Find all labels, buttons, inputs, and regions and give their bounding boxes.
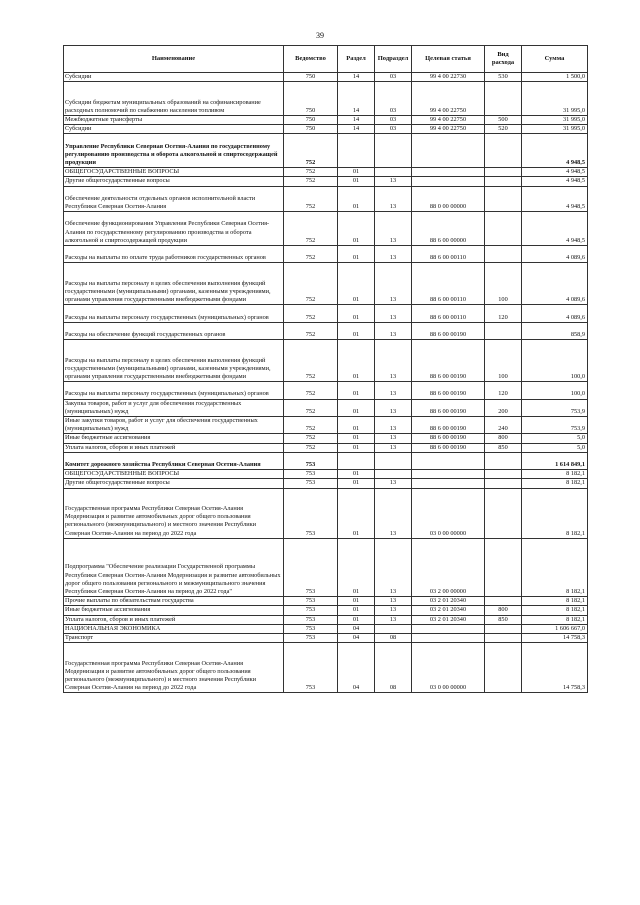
table-row [64, 470, 588, 479]
row-summa: 100,0 [522, 382, 588, 399]
row-name: Подпрограмма "Обеспечение реализации Государственной программы Республики Северная Осетия-Алания Модернизация и развитие автомобильных дорог общего пользования регионального и межмуниципального значения Республики Северная Осетия-Алания на период до 2022 года" [64, 538, 284, 596]
row-razdel: 01 [338, 305, 375, 322]
row-vid: 800 [485, 434, 522, 443]
row-summa: 8 182,1 [522, 470, 588, 479]
row-celevaya: 88 6 00 00110 [412, 263, 485, 305]
table-row [64, 82, 588, 116]
row-summa: 14 758,3 [522, 633, 588, 642]
row-celevaya: 03 0 00 00000 [412, 643, 485, 693]
table-row [64, 624, 588, 633]
row-vid [485, 624, 522, 633]
row-summa: 1 614 849,1 [522, 452, 588, 469]
row-ved: 752 [284, 177, 338, 186]
row-summa: 5,0 [522, 443, 588, 452]
row-podrazdel: 03 [375, 73, 412, 82]
row-summa: 4 089,6 [522, 246, 588, 263]
row-celevaya: 03 2 00 00000 [412, 538, 485, 596]
row-ved: 753 [284, 624, 338, 633]
row-razdel: 01 [338, 434, 375, 443]
row-name: Иные бюджетные ассигнования [64, 606, 284, 615]
row-razdel: 14 [338, 125, 375, 134]
row-vid: 500 [485, 116, 522, 125]
header-vid: Вид расхода [485, 46, 522, 73]
table-row [64, 305, 588, 322]
row-celevaya: 03 2 01 20340 [412, 606, 485, 615]
row-celevaya [412, 479, 485, 488]
row-ved: 750 [284, 116, 338, 125]
row-vid [485, 538, 522, 596]
row-razdel: 01 [338, 538, 375, 596]
row-name: Обеспечение функционирования Управления Республики Северная Осетия-Алания по государственному регулированию производства и оборота алкогольной и спиртосодержащей продукции [64, 212, 284, 246]
table-row [64, 538, 588, 596]
row-celevaya [412, 624, 485, 633]
row-razdel: 01 [338, 470, 375, 479]
row-razdel: 01 [338, 212, 375, 246]
row-razdel: 01 [338, 322, 375, 339]
header-razdel: Раздел [338, 46, 375, 73]
row-ved: 753 [284, 470, 338, 479]
row-vid: 120 [485, 382, 522, 399]
table-row [64, 322, 588, 339]
row-summa: 4 089,6 [522, 305, 588, 322]
row-celevaya: 88 6 00 00190 [412, 399, 485, 416]
row-celevaya: 99 4 00 22750 [412, 125, 485, 134]
row-name: Субсидии [64, 125, 284, 134]
row-podrazdel: 13 [375, 488, 412, 538]
row-ved: 752 [284, 212, 338, 246]
table-row [64, 633, 588, 642]
row-summa: 100,0 [522, 340, 588, 382]
row-razdel: 01 [338, 186, 375, 212]
table-row [64, 212, 588, 246]
row-celevaya [412, 452, 485, 469]
row-vid: 850 [485, 615, 522, 624]
table-row [64, 434, 588, 443]
table-row [64, 340, 588, 382]
row-celevaya: 99 4 00 22750 [412, 116, 485, 125]
row-summa: 1 500,0 [522, 73, 588, 82]
row-vid: 100 [485, 263, 522, 305]
row-name: ОБЩЕГОСУДАРСТВЕННЫЕ ВОПРОСЫ [64, 168, 284, 177]
row-vid [485, 452, 522, 469]
row-ved: 750 [284, 73, 338, 82]
row-vid: 120 [485, 305, 522, 322]
row-vid [485, 322, 522, 339]
row-podrazdel: 13 [375, 322, 412, 339]
table-row [64, 116, 588, 125]
row-razdel [338, 134, 375, 168]
row-summa: 4 948,5 [522, 134, 588, 168]
row-ved: 752 [284, 322, 338, 339]
row-vid [485, 643, 522, 693]
row-celevaya: 03 2 01 20340 [412, 615, 485, 624]
row-razdel: 01 [338, 177, 375, 186]
header-celevaya: Целевая статья [412, 46, 485, 73]
row-name: Прочие выплаты по обязательствам государства [64, 597, 284, 606]
row-celevaya: 88 6 00 00190 [412, 434, 485, 443]
row-summa: 31 995,0 [522, 125, 588, 134]
row-summa: 1 606 667,0 [522, 624, 588, 633]
header-ved: Ведомство [284, 46, 338, 73]
row-celevaya: 99 4 00 22730 [412, 73, 485, 82]
row-name: Уплата налогов, сборов и иных платежей [64, 615, 284, 624]
row-podrazdel: 13 [375, 538, 412, 596]
row-razdel: 04 [338, 633, 375, 642]
table-row [64, 125, 588, 134]
row-razdel: 14 [338, 82, 375, 116]
table-row [64, 606, 588, 615]
row-podrazdel: 03 [375, 82, 412, 116]
row-name: Комитет дорожного хозяйства Республики Северная Осетия-Алания [64, 452, 284, 469]
row-razdel: 14 [338, 116, 375, 125]
row-vid [485, 168, 522, 177]
table-row [64, 597, 588, 606]
header-podrazdel: Подраздел [375, 46, 412, 73]
row-ved: 750 [284, 125, 338, 134]
table-row [64, 615, 588, 624]
row-name: Расходы на обеспечение функций государственных органов [64, 322, 284, 339]
row-razdel: 01 [338, 488, 375, 538]
row-razdel: 01 [338, 340, 375, 382]
row-ved: 752 [284, 443, 338, 452]
row-celevaya: 88 6 00 00190 [412, 322, 485, 339]
row-podrazdel [375, 624, 412, 633]
row-summa: 8 182,1 [522, 538, 588, 596]
row-name: Расходы на выплаты персоналу в целях обеспечения выполнения функций государственными (муниципальными) органами, казенными учреждениями, органами управления государственными внебюджетными фондами [64, 340, 284, 382]
page-number: 39 [316, 31, 324, 40]
table-row [64, 488, 588, 538]
row-celevaya: 88 6 00 00190 [412, 340, 485, 382]
row-podrazdel: 03 [375, 116, 412, 125]
row-razdel [338, 452, 375, 469]
row-ved: 753 [284, 597, 338, 606]
row-celevaya [412, 470, 485, 479]
row-ved: 752 [284, 340, 338, 382]
row-summa: 4 089,6 [522, 263, 588, 305]
row-podrazdel: 13 [375, 434, 412, 443]
row-ved: 753 [284, 633, 338, 642]
row-razdel: 14 [338, 73, 375, 82]
row-podrazdel: 03 [375, 125, 412, 134]
row-summa: 14 758,3 [522, 643, 588, 693]
row-ved: 750 [284, 82, 338, 116]
row-podrazdel: 13 [375, 443, 412, 452]
row-summa: 8 182,1 [522, 488, 588, 538]
row-podrazdel: 13 [375, 212, 412, 246]
row-razdel: 01 [338, 443, 375, 452]
row-razdel: 01 [338, 615, 375, 624]
row-name: Расходы на выплаты персоналу в целях обеспечения выполнения функций государственными (муниципальными) органами, казенными учреждениями, органами управления государственными внебюджетными фондами [64, 263, 284, 305]
table-row [64, 263, 588, 305]
row-podrazdel: 08 [375, 633, 412, 642]
row-summa: 31 995,0 [522, 116, 588, 125]
row-vid [485, 246, 522, 263]
row-podrazdel: 13 [375, 615, 412, 624]
row-ved: 753 [284, 452, 338, 469]
row-summa: 858,9 [522, 322, 588, 339]
row-summa: 8 182,1 [522, 606, 588, 615]
row-ved: 752 [284, 263, 338, 305]
row-name: Обеспечение деятельности отдельных органов исполнительной власти Республики Северная Осетия-Алания [64, 186, 284, 212]
row-ved: 753 [284, 643, 338, 693]
row-ved: 752 [284, 246, 338, 263]
row-name: Другие общегосударственные вопросы [64, 479, 284, 488]
row-name: Уплата налогов, сборов и иных платежей [64, 443, 284, 452]
row-podrazdel: 08 [375, 643, 412, 693]
row-vid [485, 134, 522, 168]
table-row [64, 479, 588, 488]
row-vid: 800 [485, 606, 522, 615]
row-podrazdel: 13 [375, 479, 412, 488]
row-celevaya [412, 633, 485, 642]
table-row [64, 416, 588, 433]
row-vid [485, 479, 522, 488]
row-vid: 850 [485, 443, 522, 452]
table-row [64, 73, 588, 82]
row-ved: 752 [284, 416, 338, 433]
row-summa: 5,0 [522, 434, 588, 443]
row-vid [485, 470, 522, 479]
row-podrazdel: 13 [375, 399, 412, 416]
table-row [64, 134, 588, 168]
row-summa: 753,9 [522, 416, 588, 433]
row-name: Межбюджетные трансферты [64, 116, 284, 125]
row-ved: 752 [284, 399, 338, 416]
table-row [64, 186, 588, 212]
row-razdel: 01 [338, 416, 375, 433]
row-razdel: 01 [338, 382, 375, 399]
row-name: Расходы на выплаты персоналу государственных (муниципальных) органов [64, 305, 284, 322]
table-row [64, 168, 588, 177]
table-row [64, 177, 588, 186]
row-celevaya: 88 6 00 00190 [412, 443, 485, 452]
row-podrazdel: 13 [375, 263, 412, 305]
row-ved: 752 [284, 168, 338, 177]
row-name: ОБЩЕГОСУДАРСТВЕННЫЕ ВОПРОСЫ [64, 470, 284, 479]
row-name: Субсидии [64, 73, 284, 82]
row-razdel: 01 [338, 168, 375, 177]
header-name: Наименование [64, 46, 284, 73]
row-podrazdel: 13 [375, 597, 412, 606]
row-celevaya: 88 0 00 00000 [412, 186, 485, 212]
row-name: Расходы на выплаты персоналу государственных (муниципальных) органов [64, 382, 284, 399]
row-celevaya: 88 6 00 00190 [412, 382, 485, 399]
row-razdel: 04 [338, 643, 375, 693]
table-row [64, 643, 588, 693]
row-podrazdel: 13 [375, 246, 412, 263]
row-name: Другие общегосударственные вопросы [64, 177, 284, 186]
table-row [64, 246, 588, 263]
row-podrazdel: 13 [375, 340, 412, 382]
row-celevaya: 03 0 00 00000 [412, 488, 485, 538]
row-podrazdel [375, 134, 412, 168]
row-razdel: 01 [338, 246, 375, 263]
row-vid [485, 82, 522, 116]
row-summa: 31 995,0 [522, 82, 588, 116]
row-celevaya [412, 177, 485, 186]
row-celevaya: 88 6 00 00110 [412, 246, 485, 263]
row-podrazdel: 13 [375, 382, 412, 399]
row-vid: 530 [485, 73, 522, 82]
row-summa: 753,9 [522, 399, 588, 416]
row-name: Расходы на выплаты по оплате труда работников государственных органов [64, 246, 284, 263]
row-vid [485, 177, 522, 186]
row-razdel: 01 [338, 479, 375, 488]
table-row [64, 382, 588, 399]
row-ved: 752 [284, 186, 338, 212]
row-razdel: 01 [338, 399, 375, 416]
table-row [64, 399, 588, 416]
row-celevaya: 99 4 00 22750 [412, 82, 485, 116]
row-summa: 8 182,1 [522, 479, 588, 488]
row-podrazdel: 13 [375, 177, 412, 186]
row-celevaya: 88 6 00 00000 [412, 212, 485, 246]
table-header-row [64, 46, 588, 73]
row-vid [485, 597, 522, 606]
row-podrazdel [375, 452, 412, 469]
row-name: Государственная программа Республики Северная Осетия-Алания Модернизация и развитие автомобильных дорог общего пользования регионального (межмуниципального) и местного значения Республики Северная Осетия-Алания на период до 2022 года [64, 488, 284, 538]
row-ved: 753 [284, 538, 338, 596]
row-summa: 4 948,5 [522, 168, 588, 177]
row-razdel: 04 [338, 624, 375, 633]
row-vid [485, 633, 522, 642]
row-name: Закупка товаров, работ и услуг для обеспечения государственных (муниципальных) нужд [64, 399, 284, 416]
row-celevaya: 88 6 00 00190 [412, 416, 485, 433]
row-podrazdel: 13 [375, 416, 412, 433]
row-celevaya [412, 134, 485, 168]
row-podrazdel: 13 [375, 305, 412, 322]
row-ved: 753 [284, 488, 338, 538]
row-podrazdel [375, 470, 412, 479]
row-summa: 4 948,5 [522, 177, 588, 186]
row-vid [485, 488, 522, 538]
row-vid [485, 186, 522, 212]
row-ved: 753 [284, 479, 338, 488]
row-summa: 8 182,1 [522, 597, 588, 606]
row-ved: 753 [284, 606, 338, 615]
row-ved: 752 [284, 382, 338, 399]
row-celevaya: 88 6 00 00110 [412, 305, 485, 322]
row-podrazdel: 13 [375, 606, 412, 615]
row-summa: 4 948,5 [522, 186, 588, 212]
row-name: Субсидии бюджетам муниципальных образований на софинансирование расходных полномочий по снабжению населения топливом [64, 82, 284, 116]
row-razdel: 01 [338, 606, 375, 615]
row-podrazdel [375, 168, 412, 177]
row-name: Транспорт [64, 633, 284, 642]
row-vid: 100 [485, 340, 522, 382]
row-name: Иные бюджетные ассигнования [64, 434, 284, 443]
header-summa: Сумма [522, 46, 588, 73]
row-summa: 4 948,5 [522, 212, 588, 246]
row-name: Иные закупки товаров, работ и услуг для обеспечения государственных (муниципальных) нужд [64, 416, 284, 433]
row-podrazdel: 13 [375, 186, 412, 212]
row-celevaya [412, 168, 485, 177]
row-ved: 753 [284, 615, 338, 624]
budget-table [63, 45, 588, 693]
table-row [64, 452, 588, 469]
row-razdel: 01 [338, 597, 375, 606]
row-vid: 240 [485, 416, 522, 433]
row-summa: 8 182,1 [522, 615, 588, 624]
row-name: Управление Республики Северная Осетия-Алания по государственному регулированию производства и оборота алкогольной и спиртосодержащей продукции [64, 134, 284, 168]
row-vid: 520 [485, 125, 522, 134]
row-ved: 752 [284, 305, 338, 322]
table-body [64, 73, 588, 693]
row-razdel: 01 [338, 263, 375, 305]
row-ved: 752 [284, 134, 338, 168]
row-vid: 200 [485, 399, 522, 416]
row-celevaya: 03 2 01 20340 [412, 597, 485, 606]
row-vid [485, 212, 522, 246]
row-name: НАЦИОНАЛЬНАЯ ЭКОНОМИКА [64, 624, 284, 633]
table-row [64, 443, 588, 452]
row-name: Государственная программа Республики Северная Осетия-Алания Модернизация и развитие автомобильных дорог общего пользования регионального (межмуниципального) и местного значения Республики Северная Осетия-Алания на период до 2022 года [64, 643, 284, 693]
row-ved: 752 [284, 434, 338, 443]
